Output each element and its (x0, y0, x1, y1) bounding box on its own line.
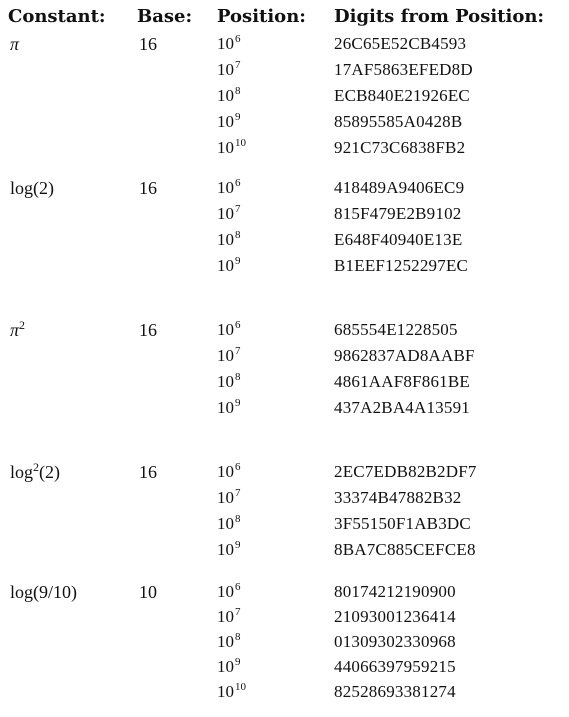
constant-name: log(2) (10, 178, 55, 198)
position: $10^9$ (217, 539, 241, 559)
position: $10^{10}$ (217, 137, 246, 157)
table-row (0, 398, 569, 424)
position: $10^7$ (217, 345, 241, 365)
position: $10^7$ (217, 203, 241, 223)
digits: 44066397959215 (334, 657, 456, 676)
digits: 9862837AD8AABF (334, 346, 475, 365)
table-header (0, 6, 569, 30)
constant-name: $\log^2(2)$ (10, 460, 61, 482)
digits: 33374B47882B32 (334, 488, 462, 507)
digits: 21093001236414 (334, 607, 456, 626)
table-row (0, 632, 569, 658)
table-row (0, 657, 569, 683)
position: $10^7$ (217, 487, 241, 507)
table-row (0, 488, 569, 514)
table-row (0, 60, 569, 86)
position: $10^8$ (217, 229, 241, 249)
constant-name: π (10, 34, 20, 54)
position: $10^9$ (217, 397, 241, 417)
header-digits: Digits from Position: (334, 6, 545, 27)
constant-base: 10 (139, 582, 157, 602)
digits: 82528693381274 (334, 682, 456, 701)
table-row (0, 582, 569, 608)
table-row (0, 514, 569, 540)
digits: 4861AAF8F861BE (334, 372, 470, 391)
constant-base: 16 (139, 34, 157, 54)
position: $10^6$ (217, 461, 241, 481)
table-row (0, 230, 569, 256)
digits: 437A2BA4A13591 (334, 398, 470, 417)
position: $10^6$ (217, 319, 241, 339)
position: $10^7$ (217, 59, 241, 79)
position: $10^8$ (217, 513, 241, 533)
position: $10^6$ (217, 581, 241, 601)
constant-base: 16 (139, 178, 157, 198)
digits: 815F479E2B9102 (334, 204, 462, 223)
digits: 2EC7EDB82B2DF7 (334, 462, 477, 481)
constant-name: log(9/10) (10, 582, 78, 602)
table-row (0, 607, 569, 633)
table-row (0, 256, 569, 282)
digits: 418489A9406EC9 (334, 178, 465, 197)
position: $10^6$ (217, 177, 241, 197)
digits: 26C65E52CB4593 (334, 34, 467, 53)
position: $10^8$ (217, 631, 241, 651)
digits: 01309302330968 (334, 632, 456, 651)
digits: 3F55150F1AB3DC (334, 514, 471, 533)
table-row (0, 462, 569, 488)
position: $10^9$ (217, 656, 241, 676)
position: $10^8$ (217, 371, 241, 391)
header-base: Base: (137, 6, 193, 27)
position: $10^6$ (217, 33, 241, 53)
table-row (0, 682, 569, 708)
digits: 80174212190900 (334, 582, 456, 601)
digits: 921C73C6838FB2 (334, 138, 466, 157)
header-constant: Constant: (8, 6, 106, 27)
position: $10^7$ (217, 606, 241, 626)
constant-base: 16 (139, 462, 157, 482)
position: $10^{10}$ (217, 681, 246, 701)
digits: 17AF5863EFED8D (334, 60, 473, 79)
table-row (0, 540, 569, 566)
header-position: Position: (217, 6, 306, 27)
digits: E648F40940E13E (334, 230, 463, 249)
position: $10^8$ (217, 85, 241, 105)
table-row (0, 178, 569, 204)
table-row (0, 346, 569, 372)
position: $10^9$ (217, 111, 241, 131)
position: $10^9$ (217, 255, 241, 275)
table-row (0, 320, 569, 346)
table-row (0, 372, 569, 398)
digits: 85895585A0428B (334, 112, 463, 131)
table-row (0, 34, 569, 60)
constant-name: $\pi^2$ (10, 318, 26, 340)
digits: ECB840E21926EC (334, 86, 470, 105)
digits: 685554E1228505 (334, 320, 458, 339)
digits: B1EEF1252297EC (334, 256, 469, 275)
table-row (0, 86, 569, 112)
table-row (0, 204, 569, 230)
constant-base: 16 (139, 320, 157, 340)
table-row (0, 112, 569, 138)
table-row (0, 138, 569, 164)
digits: 8BA7C885CEFCE8 (334, 540, 476, 559)
